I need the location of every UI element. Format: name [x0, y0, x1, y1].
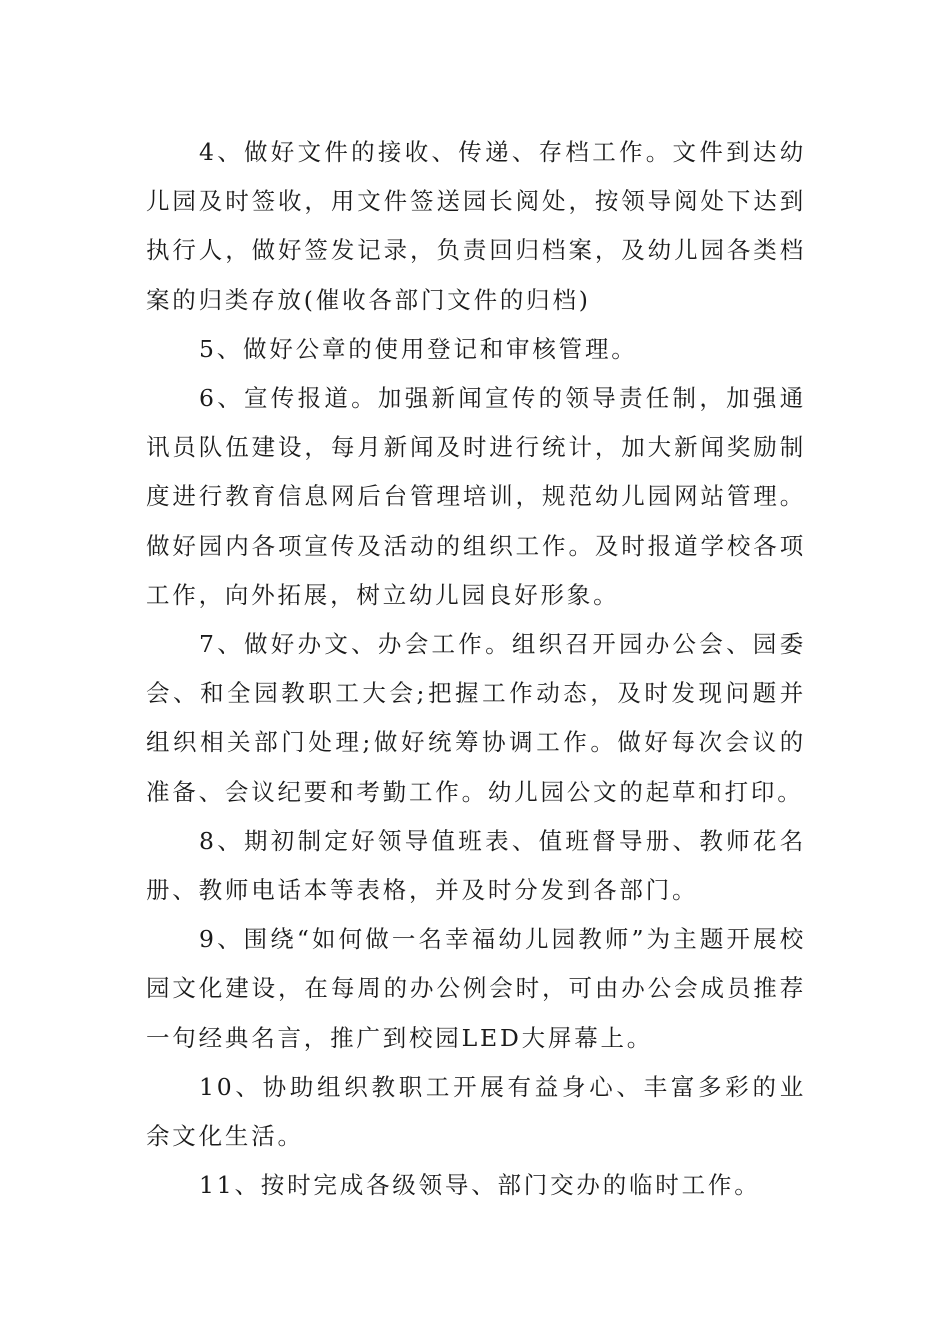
paragraph-item-7: 7、做好办文、办会工作。组织召开园办公会、园委会、和全园教职工大会;把握工作动态，及时发现问题并组织相关部门处理;做好统筹协调工作。做好每次会议的准备、会议纪要和考勤工作。幼儿园公文的起草和打印。: [146, 630, 806, 806]
paragraph-item-5: 5、做好公章的使用登记和审核管理。: [199, 334, 638, 363]
paragraph-item-9: 9、围绕“如何做一名幸福幼儿园教师”为主题开展校园文化建设，在每周的办公例会时，可由办公会成员推荐一句经典名言，推广到校园LED大屏幕上。: [146, 925, 806, 1052]
paragraph-item-10: 10、协助组织教职工开展有益身心、丰富多彩的业余文化生活。: [146, 1072, 806, 1151]
paragraph-item-11: 11、按时完成各级领导、部门交办的临时工作。: [199, 1171, 761, 1200]
paragraph-item-6: 6、宣传报道。加强新闻宣传的领导责任制，加强通讯员队伍建设，每月新闻及时进行统计，加大新闻奖励制度进行教育信息网后台管理培训，规范幼儿园网站管理。做好园内各项宣传及活动的组织工作。及时报道学校各项工作，向外拓展，树立幼儿园良好形象。: [146, 384, 806, 609]
document-body: [146, 128, 806, 1210]
paragraph-item-8: 8、期初制定好领导值班表、值班督导册、教师花名册、教师电话本等表格，并及时分发到各部门。: [146, 826, 806, 905]
paragraph-item-4: 4、做好文件的接收、传递、存档工作。文件到达幼儿园及时签收，用文件签送园长阅处，按领导阅处下达到执行人，做好签发记录，负责回归档案，及幼儿园各类档案的归类存放(催收各部门文件的归档): [146, 138, 806, 314]
